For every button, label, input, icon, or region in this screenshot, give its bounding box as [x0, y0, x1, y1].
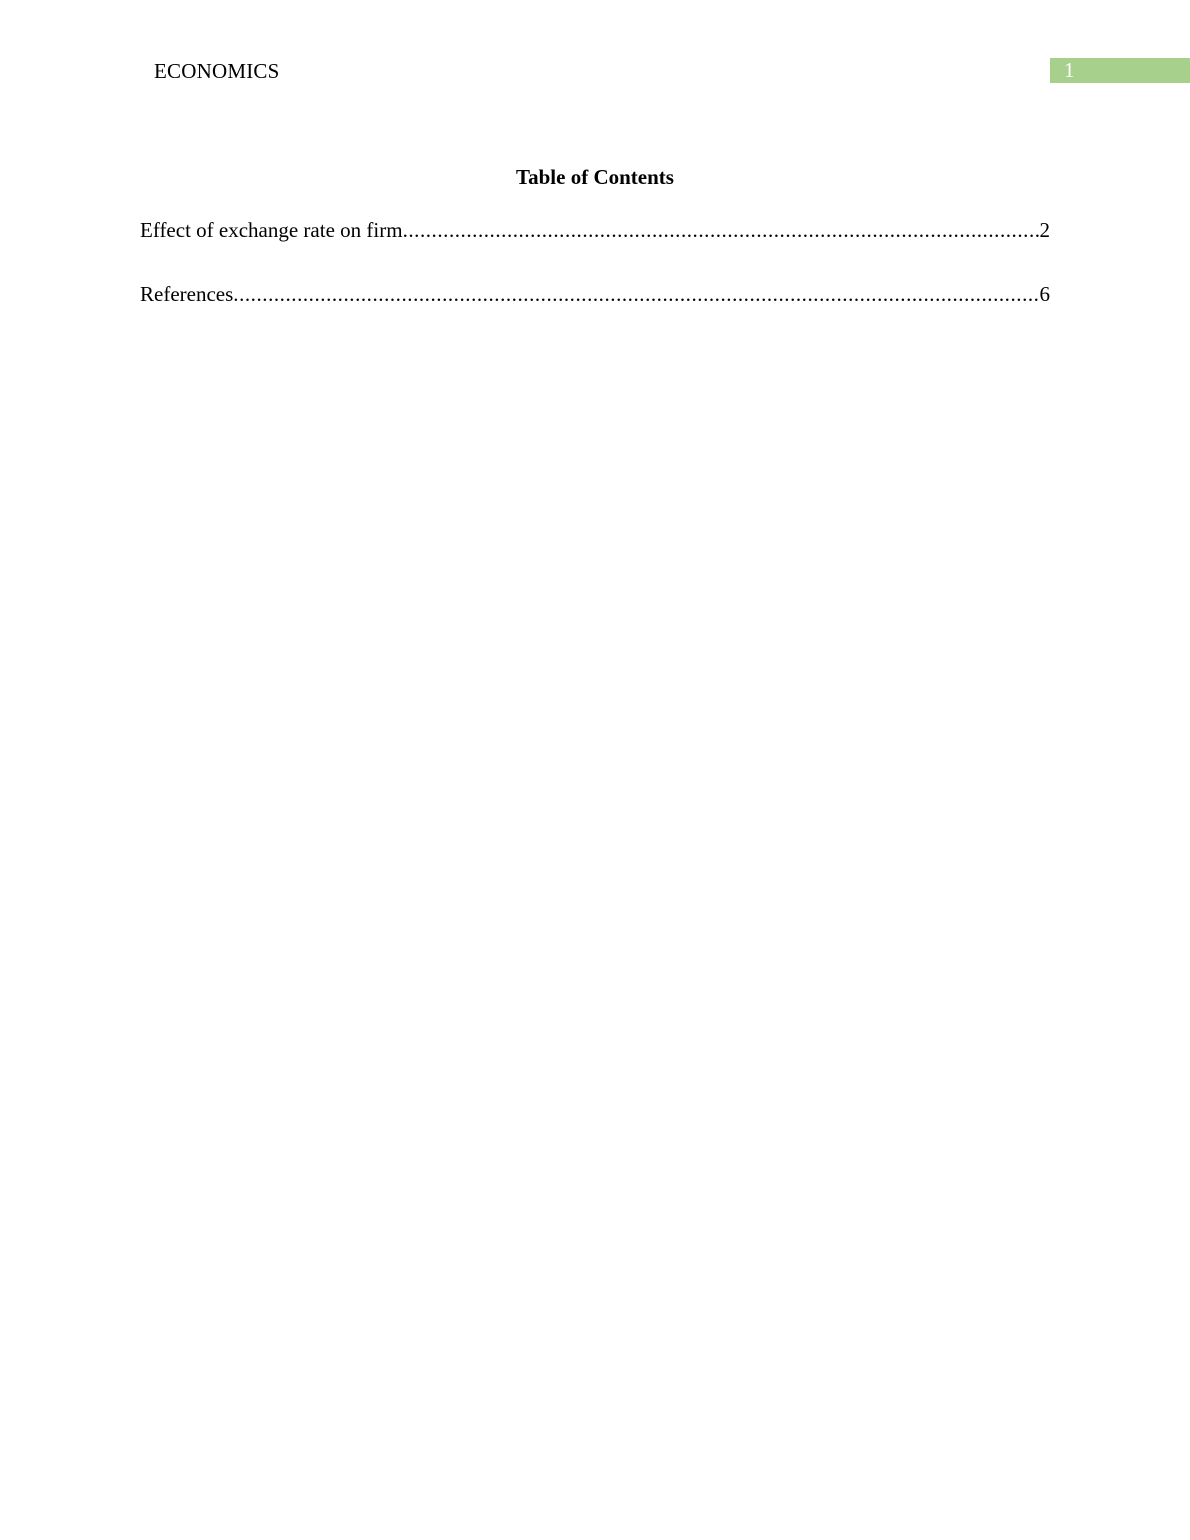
toc-entry-references[interactable] — [140, 280, 1050, 308]
running-header-title: ECONOMICS — [154, 59, 280, 83]
page-number-band — [1050, 58, 1190, 83]
toc-entry-effect-of-exchange-rate[interactable] — [140, 216, 1050, 244]
toc-entry-label: References — [140, 282, 234, 306]
page-number: 1 — [1064, 58, 1075, 82]
toc-entry-label: Effect of exchange rate on firm — [140, 218, 403, 242]
toc-dot-leader — [233, 280, 1039, 308]
toc-entry-page-number: 6 — [1039, 282, 1050, 306]
toc-dot-leader — [403, 216, 1040, 244]
toc-entry-page-number: 2 — [1039, 218, 1050, 242]
toc-heading: Table of Contents — [516, 165, 674, 189]
